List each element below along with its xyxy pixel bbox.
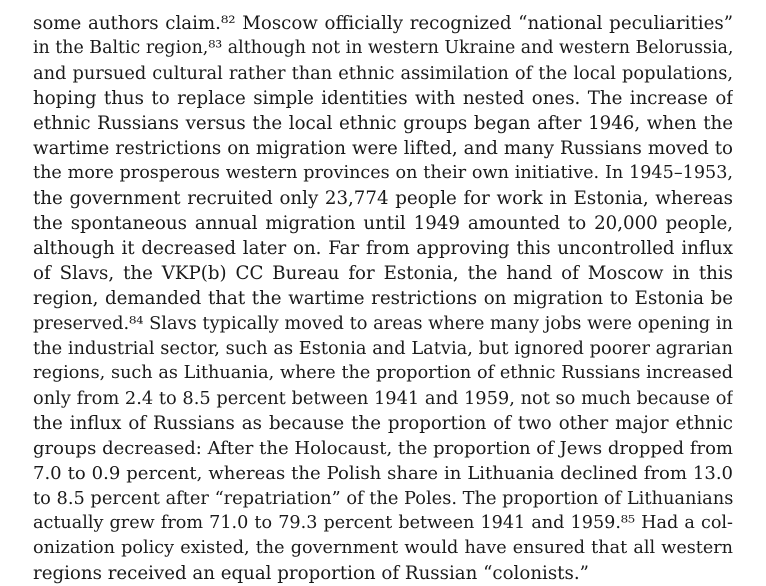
text-line: some authors claim.⁸² Moscow officially recognized “national peculiarities” xyxy=(33,13,733,34)
text-line: regions, such as Lithuania, where the proportion of ethnic Russians increased xyxy=(33,363,733,383)
text-line: 7.0 to 0.9 percent, whereas the Polish share in Lithuania declined from 13.0 xyxy=(33,463,733,484)
text-line: preserved.⁸⁴ Slavs typically moved to areas where many jobs were opening in xyxy=(33,313,733,334)
document-page xyxy=(33,0,733,586)
text-line: and pursued cultural rather than ethnic assimilation of the local populations, xyxy=(33,63,733,84)
text-line: ethnic Russians versus the local ethnic groups began after 1946, when the xyxy=(33,113,733,134)
text-line: groups decreased: After the Holocaust, the proportion of Jews dropped from xyxy=(33,438,733,459)
text-line: region, demanded that the wartime restrictions on migration to Estonia be xyxy=(33,288,733,309)
text-line: the industrial sector, such as Estonia and Latvia, but ignored poorer agrarian xyxy=(33,338,733,359)
text-line: although it decreased later on. Far from approving this uncontrolled influx xyxy=(33,238,733,259)
text-line: hoping thus to replace simple identities with nested ones. The increase of xyxy=(33,88,733,109)
text-line: the influx of Russians as because the proportion of two other major ethnic xyxy=(33,413,733,434)
text-line: regions received an equal proportion of Russian “colonists.” xyxy=(33,563,589,584)
text-line: in the Baltic region,⁸³ although not in western Ukraine and western Belorussia, xyxy=(33,38,733,58)
text-line: only from 2.4 to 8.5 percent between 1941 and 1959, not so much because of xyxy=(33,388,733,409)
text-line: onization policy existed, the government would have ensured that all western xyxy=(33,538,733,558)
text-line: the more prosperous western provinces on their own initiative. In 1945–1953, xyxy=(33,163,733,183)
text-line: the spontaneous annual migration until 1949 amounted to 20,000 people, xyxy=(33,213,733,234)
text-line: wartime restrictions on migration were lifted, and many Russians moved to xyxy=(33,138,733,159)
text-line: to 8.5 percent after “repatriation” of the Poles. The proportion of Lithuanians xyxy=(33,488,733,509)
text-line: of Slavs, the VKP(b) CC Bureau for Estonia, the hand of Moscow in this xyxy=(33,263,733,284)
text-line: the government recruited only 23,774 people for work in Estonia, whereas xyxy=(33,188,733,209)
text-line: actually grew from 71.0 to 79.3 percent between 1941 and 1959.⁸⁵ Had a col- xyxy=(33,513,733,533)
